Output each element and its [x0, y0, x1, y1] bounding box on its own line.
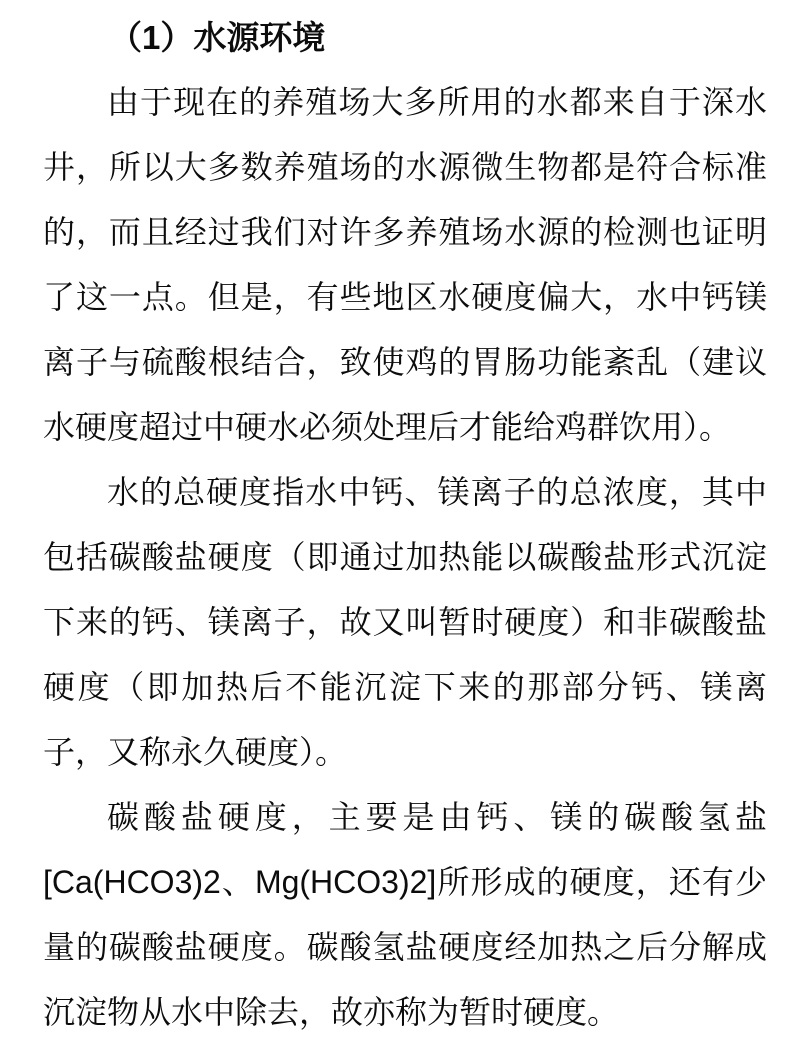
text-line-2: 井，所以大多数养殖场的水源微生物都是符合标准: [43, 149, 767, 185]
text-line-8: 包括碳酸盐硬度（即通过加热能以碳酸盐形式沉淀: [43, 539, 767, 575]
text-line-1: 由于现在的养殖场大多所用的水都来自于深水: [107, 84, 767, 120]
text-line-6: 水硬度超过中硬水必须处理后才能给鸡群饮用）。: [43, 409, 732, 445]
text-line-13: [Ca(HCO3)2、Mg(HCO3)2]所形成的硬度，还有少: [43, 864, 767, 900]
text-line-5: 离子与硫酸根结合，致使鸡的胃肠功能紊乱（建议: [43, 344, 767, 380]
text-line-7: 水的总硬度指水中钙、镁离子的总浓度，其中: [107, 474, 767, 510]
section-heading: （1）水源环境: [109, 19, 326, 56]
text-line-3: 的，而且经过我们对许多养殖场水源的检测也证明: [43, 214, 767, 250]
text-line-14: 量的碳酸盐硬度。碳酸氢盐硬度经加热之后分解成: [43, 929, 767, 965]
text-line-10: 硬度（即加热后不能沉淀下来的那部分钙、镁离: [43, 669, 767, 705]
text-line-4: 了这一点。但是，有些地区水硬度偏大，水中钙镁: [43, 279, 767, 315]
text-line-12: 碳酸盐硬度，主要是由钙、镁的碳酸氢盐: [107, 799, 767, 835]
text-line-15: 沉淀物从水中除去，故亦称为暂时硬度。: [43, 994, 620, 1030]
text-line-11: 子，又称永久硬度）。: [43, 734, 348, 770]
text-line-9: 下来的钙、镁离子，故又叫暂时硬度）和非碳酸盐: [43, 604, 767, 640]
